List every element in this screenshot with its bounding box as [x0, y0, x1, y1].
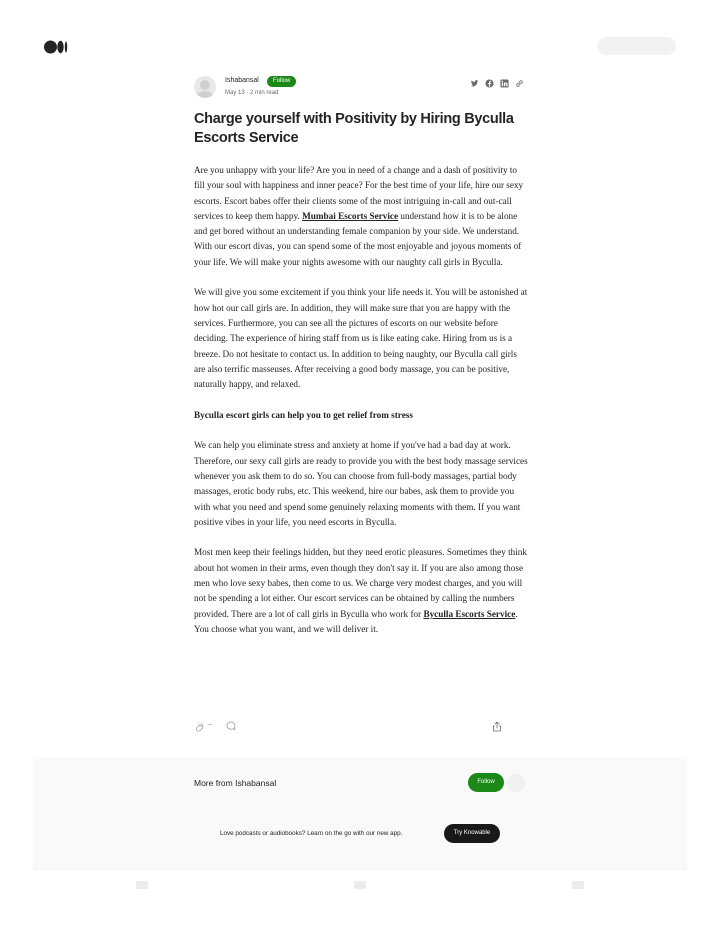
follow-button[interactable]: Follow: [468, 773, 504, 792]
paragraph-text: . You choose what you want, and we will deliver it.: [194, 608, 518, 634]
mumbai-escorts-link[interactable]: Mumbai Escorts Service: [302, 210, 399, 221]
paragraph-text: understand how it is to be alone and get bored without an understanding female companion by your side. We understand. With our escort divas, you can spend some of the most enjoyable and joyous moments of your life. We will make your nights awesome with our naughty call girls in Byculla.: [194, 210, 522, 267]
article-body: [194, 163, 528, 653]
facebook-icon[interactable]: [485, 79, 494, 88]
meta-separator: ·: [246, 90, 249, 96]
promo-text: Love podcasts or audiobooks? Learn on the go with our new app.: [220, 830, 403, 837]
article-actions: [194, 721, 506, 735]
footer-link-placeholder[interactable]: [572, 881, 584, 889]
publish-date: May 13: [225, 90, 245, 96]
clap-icon[interactable]: [194, 721, 206, 733]
section-heading: Byculla escort girls can help you to get relief from stress: [194, 409, 413, 420]
linkedin-icon[interactable]: [500, 79, 509, 88]
paragraph-3: We can help you eliminate stress and anxiety at home if you've had a bad day at work. Therefore, our sexy call girls are ready to provide you with the best body massage services whenever you ask them to do so. You can choose from full-body massages, partial body massages, erotic body rubs, etc. This weekend, hire our babes, ask them to provide you with what you need and spend some genuinely relaxing moments with them. If you want positive vibes in your life, you need escorts in Byculla.: [194, 440, 528, 527]
byculla-escorts-link[interactable]: Byculla Escorts Service: [423, 608, 516, 619]
link-icon[interactable]: [515, 79, 524, 88]
follow-author-button[interactable]: Follow: [267, 76, 296, 87]
medium-logo-icon[interactable]: [44, 40, 68, 54]
author-row: [194, 74, 524, 102]
subscribe-icon[interactable]: [507, 774, 525, 792]
article-title: Charge yourself with Positivity by Hiring Byculla Escorts Service: [194, 111, 514, 146]
read-time: 2 min read: [250, 90, 279, 96]
footer-link-placeholder[interactable]: [136, 881, 148, 889]
more-from-title[interactable]: More from Ishabansal: [194, 778, 277, 788]
share-icons: [470, 79, 524, 88]
more-from-section: [33, 757, 687, 871]
footer-link-placeholder[interactable]: [354, 881, 366, 889]
clap-count: --: [208, 722, 212, 728]
share-icon[interactable]: [492, 721, 502, 732]
comment-icon[interactable]: [226, 721, 236, 731]
paragraph-4: [194, 545, 528, 637]
get-app-placeholder: [597, 37, 676, 55]
try-knowable-button[interactable]: Try Knowable: [444, 824, 500, 843]
article-meta: [225, 90, 278, 96]
twitter-icon[interactable]: [470, 79, 479, 88]
paragraph-text: Most men keep their feelings hidden, but they need erotic pleasures. Sometimes they think about hot women in their arms, even though they don't say it. If you are also among those men who love sexy babes, then come to us. We charge very modest charges, and you will not be spending a lot either. Our escort services can be obtained by calling the numbers provided. There are a lot of call girls in Byculla who work for: [194, 547, 527, 619]
avatar[interactable]: [194, 76, 216, 98]
author-name[interactable]: Ishabansal: [225, 77, 259, 84]
paragraph-1: [194, 163, 528, 270]
paragraph-2: We will give you some excitement if you think your life needs it. You will be astonished at how hot our call girls are. In addition, they will make sure that you are happy with the services. Furthermore, you can see all the pictures of escorts on our website before deciding. The experience of hiring staff from us is like eating cake. Hiring from us is a breeze. Do not hesitate to contact us. In addition to being naughty, our Byculla call girls are also terrific masseuses. After receiving a good body massage, you can be positive, naturally happy, and relaxed.: [194, 287, 528, 390]
paragraph-text: Are you unhappy with your life? Are you in need of a change and a dash of positivity to fill your soul with happiness and inner peace? For the best time of your life, hire our sexy escorts. Escort babes offer their clients some of the most intriguing in-call and out-call services to keep them happy.: [194, 165, 524, 221]
